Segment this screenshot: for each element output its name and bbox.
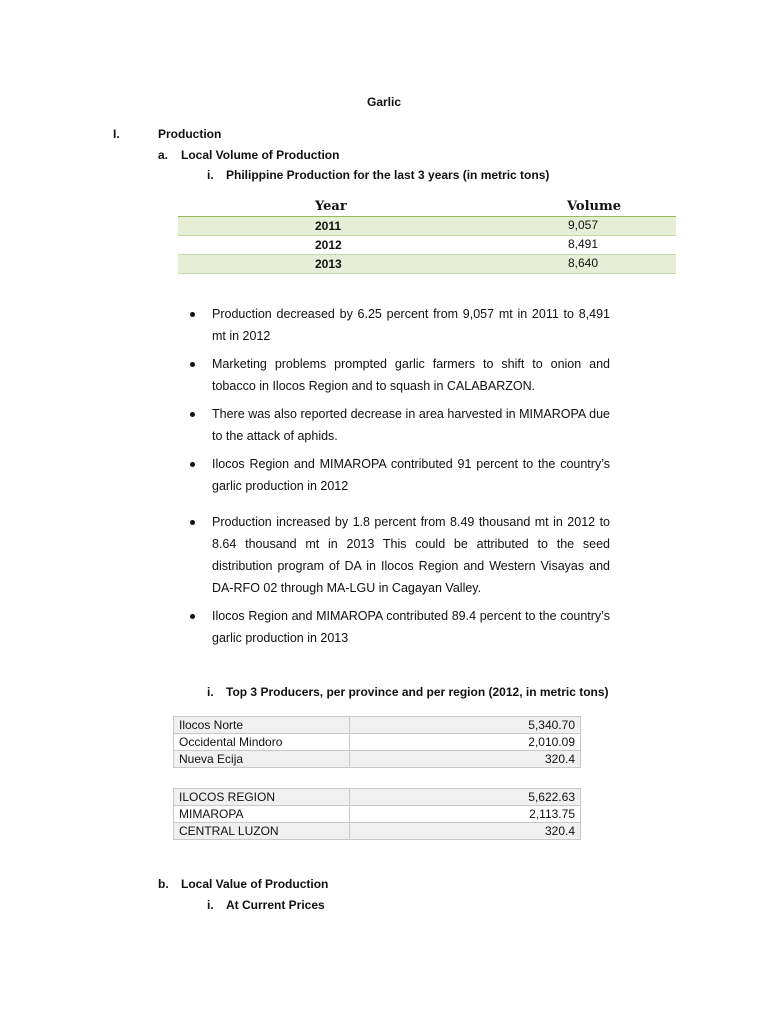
bullet-icon [190,362,195,367]
bullet-icon [190,520,195,525]
region-name: ILOCOS REGION [174,789,350,806]
bullet-text: Marketing problems prompted garlic farmers to shift to onion and tobacco in Ilocos Region and to squash in CALABARZON. [212,357,610,393]
section-marker: I. [113,127,120,141]
bullet-text: Ilocos Region and MIMAROPA contributed 89.4 percent to the country’s garlic production in 2013 [212,609,610,645]
region-producers-table [173,788,581,840]
bullet-text: Production decreased by 6.25 percent from 9,057 mt in 2011 to 8,491 mt in 2012 [212,307,610,343]
subsection-value-heading [158,877,328,891]
list-item [190,453,610,497]
region-value: 320.4 [350,823,581,840]
subsection-volume-heading [158,148,339,162]
table-row [174,734,581,751]
bullet-text: There was also reported decrease in area harvested in MIMAROPA due to the attack of aphids. [212,407,610,443]
subsubsection-marker: i. [207,168,214,182]
subsubsection-label: At Current Prices [226,898,325,912]
table-row [178,217,676,236]
subsubsection-label: Philippine Production for the last 3 years (in metric tons) [226,168,550,182]
year-cell: 2011 [315,219,342,233]
list-item [190,605,610,649]
table-row [174,717,581,734]
volume-header: Volume [567,199,621,214]
subsubsection-current-prices [207,898,325,912]
subsubsection-marker: i. [207,898,214,912]
province-name: Occidental Mindoro [174,734,350,751]
province-producers-table [173,716,581,768]
section-production-heading [113,127,221,141]
province-name: Ilocos Norte [174,717,350,734]
bullet-icon [190,462,195,467]
bullet-icon [190,614,195,619]
bullet-text: Ilocos Region and MIMAROPA contributed 91 percent to the country’s garlic production in 2012 [212,457,610,493]
table-row [174,751,581,768]
top-producers-heading [207,685,609,699]
province-value: 320.4 [350,751,581,768]
list-item [190,303,610,347]
subsubsection-label: Top 3 Producers, per province and per region (2012, in metric tons) [226,685,609,699]
section-label: Production [158,127,222,141]
subsection-label: Local Volume of Production [181,148,340,162]
table-row [178,236,676,255]
subsubsection-marker: i. [207,685,214,699]
province-value: 2,010.09 [350,734,581,751]
table-row [178,255,676,274]
volume-cell: 9,057 [568,218,599,232]
table-row [174,806,581,823]
document-title: Garlic [366,95,402,109]
production-table-header [178,199,676,217]
volume-cell: 8,640 [568,256,599,270]
list-item [190,511,610,599]
year-header: Year [315,199,347,214]
volume-cell: 8,491 [568,237,599,251]
production-table [178,199,676,274]
subsection-label: Local Value of Production [181,877,329,891]
region-value: 2,113.75 [350,806,581,823]
subsection-marker: a. [158,148,169,162]
table-row [174,823,581,840]
list-item [190,353,610,397]
year-cell: 2012 [315,238,342,252]
year-cell: 2013 [315,257,342,271]
province-name: Nueva Ecija [174,751,350,768]
bullet-list [190,303,610,655]
region-name: CENTRAL LUZON [174,823,350,840]
region-value: 5,622.63 [350,789,581,806]
table-row [174,789,581,806]
region-name: MIMAROPA [174,806,350,823]
subsubsection-philippine-production [207,168,549,182]
list-item [190,403,610,447]
bullet-icon [190,412,195,417]
province-value: 5,340.70 [350,717,581,734]
bullet-text: Production increased by 1.8 percent from 8.49 thousand mt in 2012 to 8.64 thousand mt in 2013 This could be attributed to the seed distribution program of DA in Ilocos Region and Western Visayas and DA-RFO 02 through MA-LGU in Cagayan Valley. [212,515,610,595]
bullet-icon [190,312,195,317]
subsection-marker: b. [158,877,169,891]
